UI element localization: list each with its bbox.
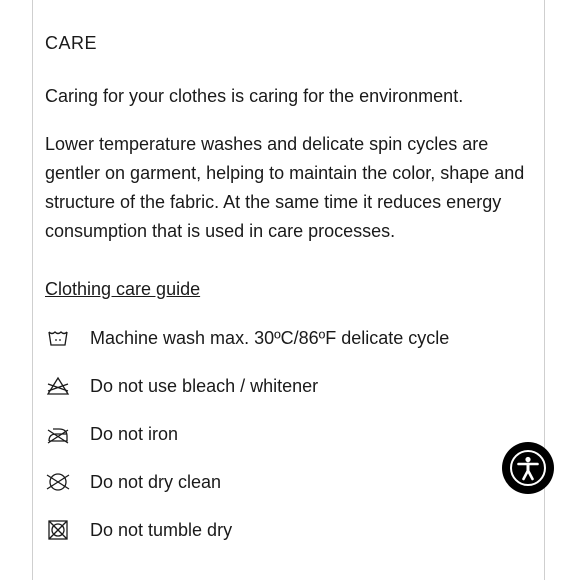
care-item-label: Machine wash max. 30ºC/86ºF delicate cycle <box>90 327 450 348</box>
care-item-label: Do not tumble dry <box>90 519 233 540</box>
care-item-no-dry-clean <box>45 468 515 496</box>
no-bleach-icon <box>45 374 71 398</box>
care-item-label: Do not dry clean <box>90 471 222 492</box>
care-intro: Caring for your clothes is caring for the environment. <box>45 86 464 106</box>
care-description: Lower temperature washes and delicate spin cycles are gentler on garment, helping to maintain the color, shape and structure of the fabric. At the same time it reduces energy consumption that is used in care processes. <box>45 134 525 241</box>
clothing-care-guide-link[interactable]: Clothing care guide <box>45 279 201 299</box>
care-item-no-tumble-dry <box>45 516 515 544</box>
no-tumble-dry-icon <box>45 518 71 542</box>
care-item-no-iron <box>45 420 515 448</box>
no-iron-icon <box>45 422 71 446</box>
machine-wash-30-icon <box>45 326 71 350</box>
care-item-machine-wash <box>45 324 515 352</box>
care-item-label: Do not iron <box>90 423 179 444</box>
care-title: CARE <box>45 33 98 53</box>
accessibility-icon <box>508 448 548 488</box>
care-item-no-bleach <box>45 372 515 400</box>
care-item-label: Do not use bleach / whitener <box>90 375 319 396</box>
accessibility-button[interactable] <box>502 442 554 494</box>
no-dry-clean-icon <box>45 470 71 494</box>
